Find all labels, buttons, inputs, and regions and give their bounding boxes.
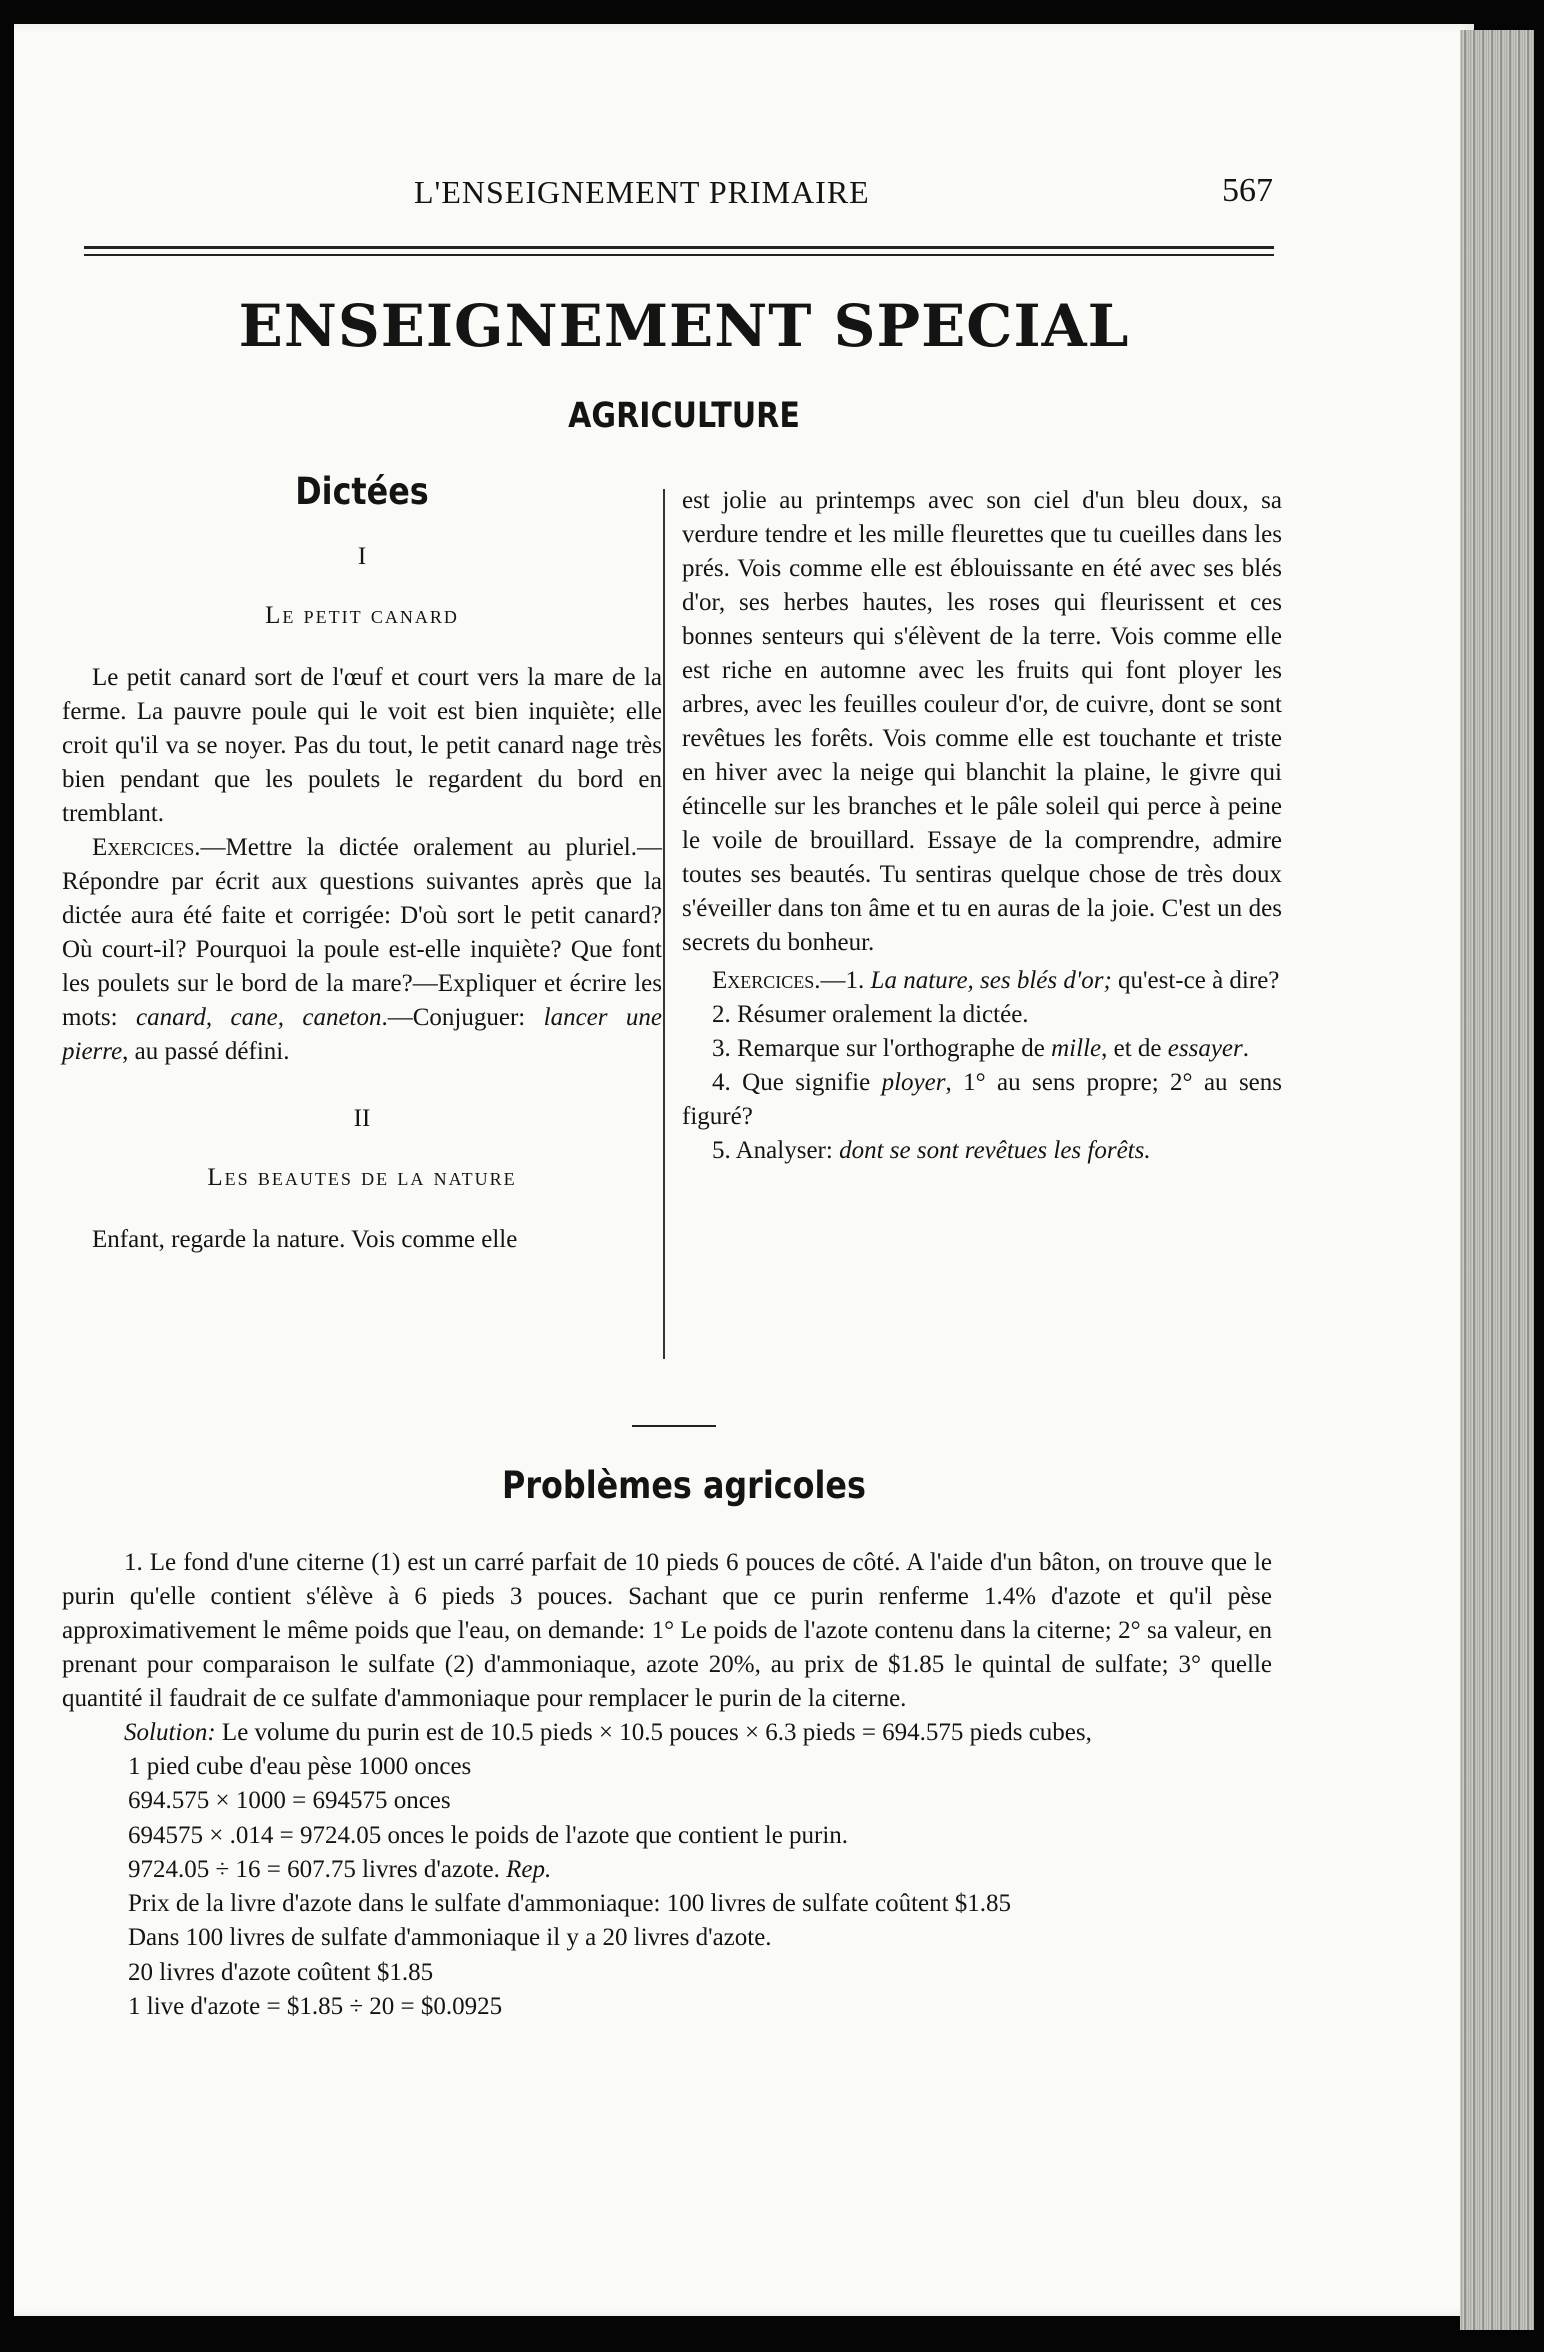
section-separator bbox=[632, 1425, 716, 1427]
exercises-text: 3. Remarque sur l'orthographe de bbox=[712, 1035, 1052, 1062]
dictee-1-exercises bbox=[62, 831, 662, 1069]
dictee-1-title: Le petit canard bbox=[265, 602, 459, 629]
header-rule bbox=[84, 246, 1274, 249]
dictee-2-exercise-4 bbox=[682, 1066, 1282, 1134]
column-divider bbox=[663, 489, 665, 1359]
calc-line: 1 pied cube d'eau pèse 1000 onces bbox=[128, 1753, 472, 1780]
solution-intro bbox=[62, 1716, 1272, 1750]
exercises-italic: ployer bbox=[881, 1069, 946, 1096]
dictee-2-text-start: Enfant, regarde la nature. Vois comme elle bbox=[92, 1226, 518, 1253]
exercises-text: . bbox=[1242, 1035, 1249, 1062]
calc-line-rep bbox=[128, 1853, 1272, 1887]
exercises-label: Exercices bbox=[712, 967, 815, 994]
exercises-text: .—1. bbox=[814, 967, 871, 994]
exercises-text: 5. Analyser: bbox=[712, 1137, 840, 1164]
left-column bbox=[62, 467, 662, 1257]
exercises-text: 4. Que signifie bbox=[712, 1069, 882, 1096]
book-page bbox=[14, 24, 1474, 2316]
calculation-lines bbox=[62, 1750, 1272, 2024]
right-column bbox=[682, 484, 1282, 1168]
exercises-words: canard, cane, caneton bbox=[135, 1004, 382, 1031]
exercises-text: .—Mettre la dictée oralement au pluriel.—Répondre par écrit aux questions suivantes après que la dictée aura été faite et corrigée: D'où sort le petit canard? Où court-il? Pourquoi la poule est-elle inquiète? Que font les poulets sur le bord de la mare?—Expliquer et écrire les mots: bbox=[62, 834, 662, 1031]
exercises-phrase: lancer une pierre bbox=[62, 1004, 662, 1065]
exercises-italic: La nature, ses blés d'or; bbox=[870, 967, 1112, 994]
dictee-2-exercise-1 bbox=[682, 964, 1282, 998]
page-number: 567 bbox=[1222, 172, 1273, 209]
dictee-1-text: Le petit canard sort de l'œuf et court vers la mare de la ferme. La pauvre poule qui le voit est bien inquiète; elle croit qu'il va se noyer. Pas du tout, le petit canard nage très bien pendant que les poulets le regardent du bord en tremblant. bbox=[62, 664, 662, 827]
exercises-text: , 1° au sens propre; 2° au sens figuré? bbox=[682, 1069, 1282, 1130]
exercises-text: qu'est-ce à dire? bbox=[1111, 967, 1280, 994]
calc-line: Dans 100 livres de sulfate d'ammoniaque il y a 20 livres d'azote. bbox=[128, 1924, 772, 1952]
dictee-2-text: est jolie au printemps avec son ciel d'un bleu doux, sa verdure tendre et les mille fleurettes que tu cueilles dans les prés. Vois comme elle est éblouissante en été avec ses blés d'or, ses herbes hautes, les roses qui fleurissent et ces bonnes senteurs qui s'élèvent de la terre. Vois comme elle est riche en automne avec les fruits qui font ployer les arbres, avec les feuilles couleur d'or, de cuivre, dont se sont revêtues les forêts. Vois comme elle est touchante et triste en hiver avec la neige qui blanchit la plaine, le givre qui étincelle sur les branches et le pâle soleil qui perce à peine le voile de brouillard. Essaye de la comprendre, admire toutes ses beautés. Tu sentiras quelque chose de très doux s'éveiller dans ton âme et tu en auras de la joie. C'est un des secrets du bonheur. bbox=[682, 487, 1282, 956]
calc-line: 20 livres d'azote coûtent $1.85 bbox=[128, 1958, 434, 1986]
subject-title: AGRICULTURE bbox=[568, 396, 800, 436]
calc-line: 694.575 × 1000 = 694575 onces bbox=[128, 1787, 451, 1815]
exercises-italic: essayer bbox=[1167, 1035, 1243, 1062]
calc-line: Prix de la livre d'azote dans le sulfate d'ammoniaque: 100 livres de sulfate coûtent $1.85 bbox=[128, 1890, 1012, 1918]
problems-heading: Problèmes agricoles bbox=[502, 1464, 866, 1507]
dictee-1-numeral: I bbox=[357, 543, 367, 570]
solution-label: Solution: bbox=[124, 1719, 216, 1746]
dictees-heading: Dictées bbox=[295, 470, 429, 513]
exercises-italic: dont se sont revêtues les forêts. bbox=[839, 1137, 1151, 1164]
section-title: ENSEIGNEMENT SPECIAL bbox=[238, 292, 1130, 360]
exercises-label: Exercices bbox=[92, 834, 195, 861]
header-rule-thin bbox=[84, 254, 1274, 256]
problem-1-text: 1. Le fond d'une citerne (1) est un carré parfait de 10 pieds 6 pouces de côté. A l'aide d'un bâton, on trouve que le purin qu'elle contient s'élève à 6 pieds 3 pouces. Sachant que ce purin renferme 1.4% d'azote et qu'il pèse approximativement le même poids que l'eau, on demande: 1° Le poids de l'azote contenu dans la citerne; 2° sa valeur, en prenant pour comparaison le sulfate (2) d'ammoniaque, azote 20%, au prix de $1.85 le quintal de sulfate; 3° quelle quantité il faudrait de ce sulfate d'ammoniaque pour remplacer le purin de la citerne. bbox=[62, 1549, 1272, 1712]
dictee-2-exercise-3 bbox=[682, 1032, 1282, 1066]
exercises-text: .—Conjuguer: bbox=[381, 1004, 544, 1031]
running-title: L'ENSEIGNEMENT PRIMAIRE bbox=[414, 174, 870, 210]
dictee-2-exercise-2: 2. Résumer oralement la dictée. bbox=[712, 1001, 1029, 1028]
calc-line: 9724.05 ÷ 16 = 607.75 livres d'azote. bbox=[128, 1855, 500, 1883]
dictee-2-numeral: II bbox=[353, 1105, 371, 1132]
exercises-italic: mille bbox=[1051, 1035, 1102, 1062]
rep-label: Rep. bbox=[506, 1855, 552, 1883]
problems-body bbox=[62, 1546, 1272, 2024]
calc-line: 1 live d'azote = $1.85 ÷ 20 = $0.0925 bbox=[128, 1993, 503, 2021]
exercises-text: , et de bbox=[1101, 1035, 1168, 1062]
dictee-2-exercise-5 bbox=[682, 1134, 1282, 1168]
calc-line: 694575 × .014 = 9724.05 onces le poids de l'azote que contient le purin. bbox=[128, 1821, 849, 1849]
exercises-text: , au passé défini. bbox=[122, 1038, 290, 1065]
solution-text: Le volume du purin est de 10.5 pieds × 10.5 pouces × 6.3 pieds = 694.575 pieds cubes, bbox=[215, 1719, 1092, 1746]
dictee-2-title: Les beautes de la nature bbox=[207, 1164, 517, 1191]
page-stack-edge bbox=[1460, 30, 1534, 2330]
